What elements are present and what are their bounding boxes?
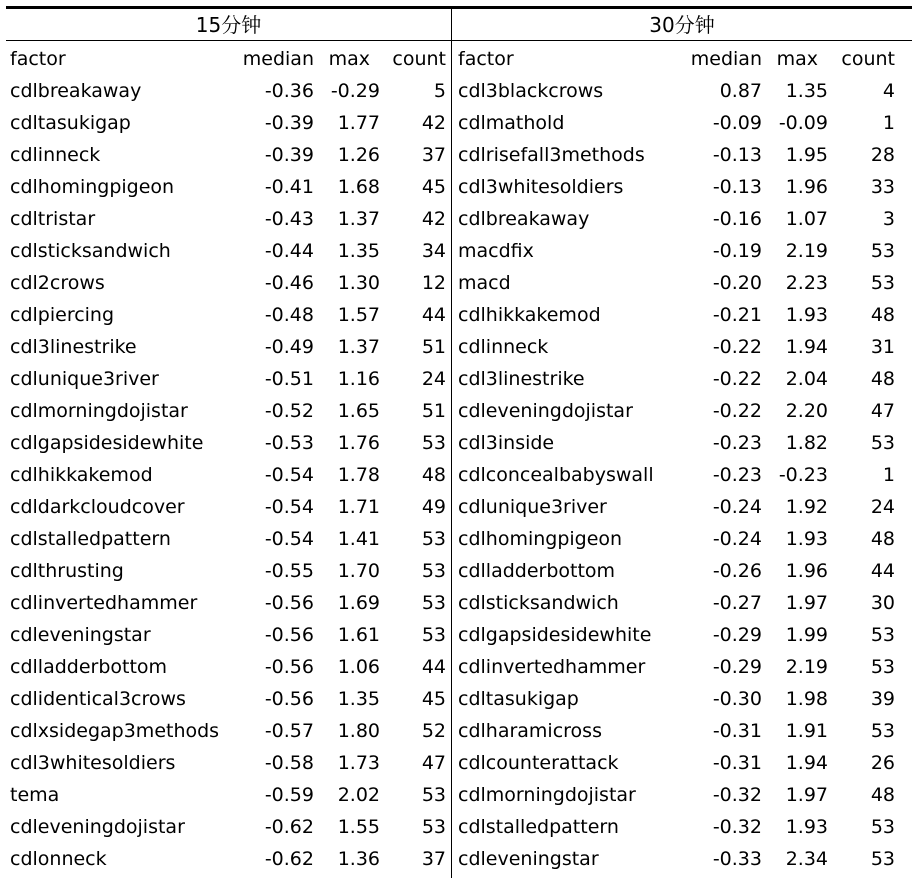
cell-count: 12 — [421, 272, 446, 294]
cell-count: 53 — [870, 848, 895, 870]
cell-factor: cdlinvertedhammer — [10, 592, 198, 614]
cell-count: 53 — [421, 592, 446, 614]
cell-factor: cdlmorningdojistar — [10, 400, 188, 422]
cell-max: 1.78 — [337, 464, 380, 486]
cell-factor: cdleveningstar — [458, 848, 599, 870]
cell-median: -0.53 — [264, 432, 314, 454]
header-factor: factor — [458, 48, 514, 70]
cell-factor: cdlstalledpattern — [10, 528, 171, 550]
cell-count: 1 — [882, 464, 895, 486]
cell-factor: cdlinvertedhammer — [458, 656, 646, 678]
cell-factor: cdl3inside — [458, 432, 555, 454]
cell-factor: cdl3blackcrows — [458, 80, 604, 102]
cell-count: 5 — [433, 80, 446, 102]
cell-median: -0.54 — [264, 464, 314, 486]
cell-median: -0.20 — [712, 272, 762, 294]
cell-count: 39 — [870, 688, 895, 710]
cell-median: -0.39 — [264, 144, 314, 166]
cell-count: 30 — [870, 592, 895, 614]
cell-median: -0.48 — [264, 304, 314, 326]
cell-count: 1 — [882, 112, 895, 134]
cell-max: 1.99 — [785, 624, 828, 646]
cell-max: 1.71 — [337, 496, 380, 518]
group-title-30min: 30分钟 — [649, 13, 715, 37]
cell-max: 1.61 — [337, 624, 380, 646]
cell-median: -0.52 — [264, 400, 314, 422]
cell-max: 1.68 — [337, 176, 380, 198]
cell-factor: cdldarkcloudcover — [10, 496, 185, 518]
cell-factor: cdlsticksandwich — [10, 240, 171, 262]
cell-median: -0.56 — [264, 624, 314, 646]
cell-median: -0.46 — [264, 272, 314, 294]
cell-max: 1.82 — [785, 432, 828, 454]
cell-count: 53 — [421, 624, 446, 646]
cell-median: -0.13 — [712, 176, 762, 198]
cell-max: 1.36 — [337, 848, 380, 870]
cell-max: 1.91 — [785, 720, 828, 742]
cell-median: 0.87 — [719, 80, 762, 102]
cell-max: 2.04 — [785, 368, 828, 390]
cell-factor: tema — [10, 784, 60, 806]
cell-max: 1.35 — [785, 80, 828, 102]
cell-max: 1.55 — [337, 816, 380, 838]
cell-count: 53 — [870, 656, 895, 678]
cell-median: -0.56 — [264, 656, 314, 678]
cell-max: 1.96 — [785, 560, 828, 582]
cell-median: -0.49 — [264, 336, 314, 358]
cell-count: 3 — [882, 208, 895, 230]
cell-count: 47 — [421, 752, 446, 774]
cell-count: 48 — [870, 304, 895, 326]
cell-max: 1.57 — [337, 304, 380, 326]
cell-factor: cdlrisefall3methods — [458, 144, 645, 166]
cell-factor: cdlpiercing — [10, 304, 115, 326]
cell-max: 2.19 — [785, 240, 828, 262]
cell-max: 1.76 — [337, 432, 380, 454]
cell-max: -0.23 — [778, 464, 828, 486]
cell-count: 26 — [870, 752, 895, 774]
cell-max: 1.94 — [785, 752, 828, 774]
cell-factor: cdltristar — [10, 208, 96, 230]
cell-max: 1.92 — [785, 496, 828, 518]
cell-factor: cdl3linestrike — [10, 336, 137, 358]
cell-factor: cdl3whitesoldiers — [10, 752, 176, 774]
cell-factor: cdlladderbottom — [10, 656, 168, 678]
cell-factor: cdleveningdojistar — [10, 816, 185, 838]
cell-count: 53 — [870, 816, 895, 838]
header-median: median — [690, 48, 762, 70]
cell-max: 1.93 — [785, 304, 828, 326]
cell-count: 42 — [421, 112, 446, 134]
cell-median: -0.59 — [264, 784, 314, 806]
cell-median: -0.32 — [712, 816, 762, 838]
cell-max: 2.34 — [785, 848, 828, 870]
header-count: count — [392, 48, 446, 70]
cell-count: 28 — [870, 144, 895, 166]
cell-count: 53 — [421, 784, 446, 806]
cell-max: 1.97 — [785, 592, 828, 614]
cell-factor: cdleveningstar — [10, 624, 151, 646]
cell-count: 33 — [870, 176, 895, 198]
cell-median: -0.29 — [712, 624, 762, 646]
cell-count: 34 — [421, 240, 446, 262]
cell-factor: cdlconcealbabyswall — [458, 464, 654, 486]
cell-count: 53 — [870, 240, 895, 262]
cell-median: -0.62 — [264, 848, 314, 870]
cell-median: -0.54 — [264, 496, 314, 518]
cell-count: 37 — [421, 848, 446, 870]
cell-median: -0.27 — [712, 592, 762, 614]
cell-factor: cdltasukigap — [458, 688, 579, 710]
cell-max: 1.97 — [785, 784, 828, 806]
cell-median: -0.23 — [712, 432, 762, 454]
cell-count: 42 — [421, 208, 446, 230]
cell-max: 1.07 — [785, 208, 828, 230]
cell-max: 1.37 — [337, 336, 380, 358]
cell-median: -0.24 — [712, 496, 762, 518]
cell-max: 1.93 — [785, 528, 828, 550]
cell-median: -0.44 — [264, 240, 314, 262]
cell-median: -0.36 — [264, 80, 314, 102]
cell-max: 1.94 — [785, 336, 828, 358]
cell-count: 44 — [870, 560, 895, 582]
header-max: max — [776, 48, 818, 70]
cell-max: 2.20 — [785, 400, 828, 422]
cell-median: -0.24 — [712, 528, 762, 550]
cell-max: 1.16 — [337, 368, 380, 390]
cell-max: 1.06 — [337, 656, 380, 678]
group-title-15min: 15分钟 — [195, 13, 262, 37]
cell-median: -0.51 — [264, 368, 314, 390]
cell-max: 1.41 — [337, 528, 380, 550]
cell-factor: cdlonneck — [10, 848, 107, 870]
cell-count: 51 — [421, 400, 446, 422]
cell-count: 37 — [421, 144, 446, 166]
header-median: median — [242, 48, 314, 70]
cell-count: 53 — [870, 432, 895, 454]
cell-factor: cdlhikkakemod — [10, 464, 153, 486]
cell-median: -0.56 — [264, 592, 314, 614]
cell-median: -0.22 — [712, 400, 762, 422]
cell-median: -0.32 — [712, 784, 762, 806]
cell-count: 45 — [421, 688, 446, 710]
cell-median: -0.56 — [264, 688, 314, 710]
cell-max: 1.80 — [337, 720, 380, 742]
cell-max: 1.35 — [337, 240, 380, 262]
cell-count: 51 — [421, 336, 446, 358]
cell-median: -0.26 — [712, 560, 762, 582]
cell-factor: cdlharamicross — [458, 720, 602, 742]
cell-factor: macd — [458, 272, 511, 294]
cell-median: -0.62 — [264, 816, 314, 838]
cell-count: 4 — [882, 80, 895, 102]
cell-max: 1.95 — [785, 144, 828, 166]
cell-median: -0.41 — [264, 176, 314, 198]
cell-factor: cdlmorningdojistar — [458, 784, 636, 806]
cell-factor: cdlhomingpigeon — [10, 176, 175, 198]
cell-max: 2.23 — [785, 272, 828, 294]
cell-factor: cdlthrusting — [10, 560, 124, 582]
cell-factor: cdlbreakaway — [10, 80, 142, 102]
cell-factor: cdleveningdojistar — [458, 400, 633, 422]
cell-max: 1.77 — [337, 112, 380, 134]
cell-median: -0.13 — [712, 144, 762, 166]
cell-count: 53 — [421, 560, 446, 582]
header-max: max — [328, 48, 370, 70]
cell-count: 53 — [421, 528, 446, 550]
cell-median: -0.29 — [712, 656, 762, 678]
cell-count: 53 — [421, 816, 446, 838]
cell-max: 1.35 — [337, 688, 380, 710]
cell-count: 48 — [870, 368, 895, 390]
cell-count: 53 — [421, 432, 446, 454]
cell-factor: cdlcounterattack — [458, 752, 619, 774]
cell-factor: cdlunique3river — [10, 368, 159, 390]
cell-max: 1.26 — [337, 144, 380, 166]
cell-max: 2.02 — [337, 784, 380, 806]
cell-median: -0.30 — [712, 688, 762, 710]
cell-max: 1.96 — [785, 176, 828, 198]
cell-count: 48 — [870, 528, 895, 550]
cell-factor: cdlstalledpattern — [458, 816, 619, 838]
cell-count: 52 — [421, 720, 446, 742]
cell-count: 31 — [870, 336, 895, 358]
cell-median: -0.21 — [712, 304, 762, 326]
cell-factor: cdlunique3river — [458, 496, 607, 518]
cell-factor: cdlgapsidesidewhite — [458, 624, 652, 646]
cell-count: 53 — [870, 272, 895, 294]
cell-factor: cdlidentical3crows — [10, 688, 186, 710]
cell-max: 2.19 — [785, 656, 828, 678]
cell-factor: cdlinneck — [10, 144, 101, 166]
cell-median: -0.58 — [264, 752, 314, 774]
cell-median: -0.39 — [264, 112, 314, 134]
cell-median: -0.33 — [712, 848, 762, 870]
cell-median: -0.22 — [712, 336, 762, 358]
cell-max: -0.29 — [330, 80, 380, 102]
cell-max: 1.73 — [337, 752, 380, 774]
cell-factor: cdlmathold — [458, 112, 565, 134]
cell-factor: cdltasukigap — [10, 112, 131, 134]
cell-median: -0.55 — [264, 560, 314, 582]
cell-count: 48 — [870, 784, 895, 806]
cell-median: -0.57 — [264, 720, 314, 742]
header-count: count — [841, 48, 895, 70]
header-factor: factor — [10, 48, 66, 70]
cell-factor: cdl3whitesoldiers — [458, 176, 624, 198]
cell-max: 1.30 — [337, 272, 380, 294]
cell-median: -0.54 — [264, 528, 314, 550]
cell-median: -0.19 — [712, 240, 762, 262]
cell-factor: cdlxsidegap3methods — [10, 720, 220, 742]
cell-count: 24 — [870, 496, 895, 518]
cell-max: 1.93 — [785, 816, 828, 838]
cell-median: -0.31 — [712, 720, 762, 742]
cell-factor: cdlladderbottom — [458, 560, 616, 582]
cell-count: 44 — [421, 656, 446, 678]
cell-median: -0.43 — [264, 208, 314, 230]
cell-max: 1.98 — [785, 688, 828, 710]
cell-count: 24 — [421, 368, 446, 390]
cell-max: 1.65 — [337, 400, 380, 422]
cell-factor: cdlhikkakemod — [458, 304, 601, 326]
cell-factor: cdlbreakaway — [458, 208, 590, 230]
cell-factor: cdl3linestrike — [458, 368, 585, 390]
cell-count: 45 — [421, 176, 446, 198]
cell-factor: macdfix — [458, 240, 534, 262]
cell-count: 48 — [421, 464, 446, 486]
cell-median: -0.16 — [712, 208, 762, 230]
cell-factor: cdlgapsidesidewhite — [10, 432, 204, 454]
cell-count: 44 — [421, 304, 446, 326]
cell-factor: cdlhomingpigeon — [458, 528, 623, 550]
cell-factor: cdl2crows — [10, 272, 105, 294]
cell-median: -0.09 — [712, 112, 762, 134]
cell-factor: cdlinneck — [458, 336, 549, 358]
cell-count: 53 — [870, 720, 895, 742]
cell-max: -0.09 — [778, 112, 828, 134]
cell-max: 1.70 — [337, 560, 380, 582]
cell-median: -0.23 — [712, 464, 762, 486]
cell-max: 1.69 — [337, 592, 380, 614]
cell-count: 49 — [421, 496, 446, 518]
cell-max: 1.37 — [337, 208, 380, 230]
cell-median: -0.22 — [712, 368, 762, 390]
cell-count: 47 — [870, 400, 895, 422]
cell-count: 53 — [870, 624, 895, 646]
cell-factor: cdlsticksandwich — [458, 592, 619, 614]
cell-median: -0.31 — [712, 752, 762, 774]
